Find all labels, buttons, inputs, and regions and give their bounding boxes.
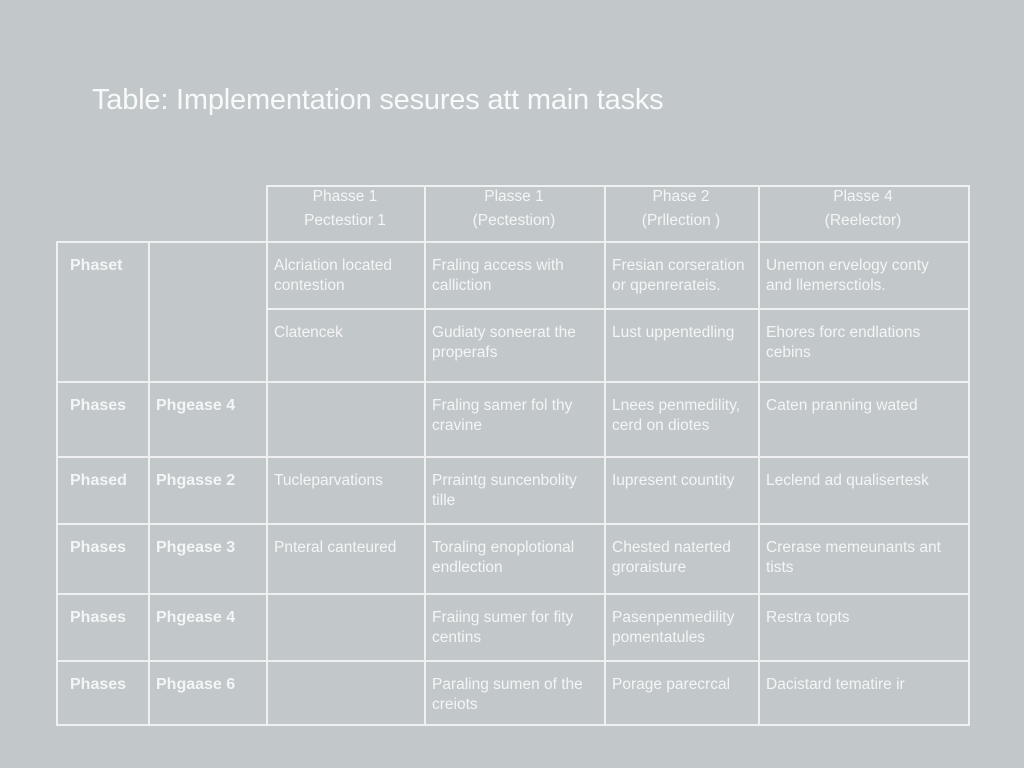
table-divider	[56, 241, 58, 726]
column-header-sub: (Prllection )	[641, 212, 721, 229]
table-divider	[424, 241, 426, 726]
table-cell-line: centins	[432, 629, 482, 646]
column-header-sub: (Reelector)	[824, 212, 902, 229]
column-header: Plasse 1	[484, 188, 544, 205]
row-label: Phaset	[70, 257, 123, 274]
table-rule	[266, 308, 970, 310]
table-divider	[968, 185, 970, 241]
table-cell-line: Prraintg suncenbolity	[432, 472, 577, 489]
table-divider	[968, 241, 970, 726]
table-rule	[56, 523, 970, 525]
table-cell-line: Leclend ad qualisertesk	[766, 472, 929, 489]
table-cell-line: Unemon ervelogy conty	[766, 257, 929, 274]
column-header-sub: Pectestior 1	[304, 212, 386, 229]
row-sublabel: Phgease 3	[156, 539, 236, 556]
table-cell-line: endlection	[432, 559, 503, 576]
table-cell-line: Crerase memeunants ant	[766, 539, 941, 556]
table-cell-line: Lust uppentedling	[612, 324, 735, 341]
table-cell-line: Toraling enoplotional	[432, 539, 575, 556]
table-cell-line: cravine	[432, 417, 482, 434]
table-cell-line: Fraiing sumer for fity	[432, 609, 574, 626]
table-cell-line: Fresian corseration	[612, 257, 745, 274]
table-cell-line: calliction	[432, 277, 492, 294]
table-rule	[56, 593, 970, 595]
table-cell-line: pomentatules	[612, 629, 706, 646]
table-rule	[56, 381, 970, 383]
row-label: Phased	[70, 472, 127, 489]
row-label: Phases	[70, 676, 127, 693]
table-cell-line: Lnees penmedility,	[612, 397, 741, 414]
table-cell-line: Iupresent countity	[612, 472, 735, 489]
table-cell-line: Porage parecrcal	[612, 676, 731, 693]
table-cell-line: Paraling sumen of the	[432, 676, 583, 693]
column-header: Phasse 1	[312, 188, 378, 205]
table-cell-line: Dacistard tematire ir	[766, 676, 905, 693]
table-rule	[56, 660, 970, 662]
table-cell-line: contestion	[274, 277, 345, 294]
table-rule	[56, 724, 970, 726]
table-cell-line: cerd on diotes	[612, 417, 710, 434]
column-header-sub: (Pectestion)	[472, 212, 556, 229]
table-cell-line: Gudiaty soneerat the	[432, 324, 576, 341]
table-cell-line: Alcriation located	[274, 257, 393, 274]
row-sublabel: Phgease 4	[156, 397, 236, 414]
table-cell-line: Fraling samer fol thy	[432, 397, 573, 414]
table-cell-line: Pnteral canteured	[274, 539, 397, 556]
table-cell-line: Tucleparvations	[274, 472, 383, 489]
row-label: Phases	[70, 539, 127, 556]
table-divider	[148, 241, 150, 726]
table-cell-line: properafs	[432, 344, 498, 361]
table-cell-line: tists	[766, 559, 794, 576]
row-label: Phases	[70, 609, 127, 626]
table-cell-line: tille	[432, 492, 456, 509]
row-sublabel: Phgease 4	[156, 609, 236, 626]
table-divider	[758, 241, 760, 726]
table-cell-line: and llemersctiols.	[766, 277, 886, 294]
column-header: Phase 2	[652, 188, 710, 205]
table-rule	[56, 241, 970, 243]
table-divider	[266, 241, 268, 726]
table-rule	[56, 456, 970, 458]
table-cell-line: Ehores forc endlations	[766, 324, 921, 341]
column-header: Plasse 4	[833, 188, 893, 205]
table-cell-line: or qpenrerateis.	[612, 277, 721, 294]
row-sublabel: Phgaase 6	[156, 676, 236, 693]
table-cell-line: Chested naterted	[612, 539, 731, 556]
row-label: Phases	[70, 397, 127, 414]
table-cell-line: Fraling access with	[432, 257, 564, 274]
table-divider	[604, 241, 606, 726]
page-title: Table: Implementation sesures att main tasks	[92, 84, 664, 116]
table-cell-line: cebins	[766, 344, 811, 361]
table-cell-line: Caten pranning wated	[766, 397, 918, 414]
table-cell-line: Pasenpenmedility	[612, 609, 735, 626]
table-cell-line: groraisture	[612, 559, 687, 576]
table-cell-line: Clatencek	[274, 324, 343, 341]
table-cell-line: creiots	[432, 696, 478, 713]
row-sublabel: Phgasse 2	[156, 472, 236, 489]
table-cell-line: Restra topts	[766, 609, 850, 626]
